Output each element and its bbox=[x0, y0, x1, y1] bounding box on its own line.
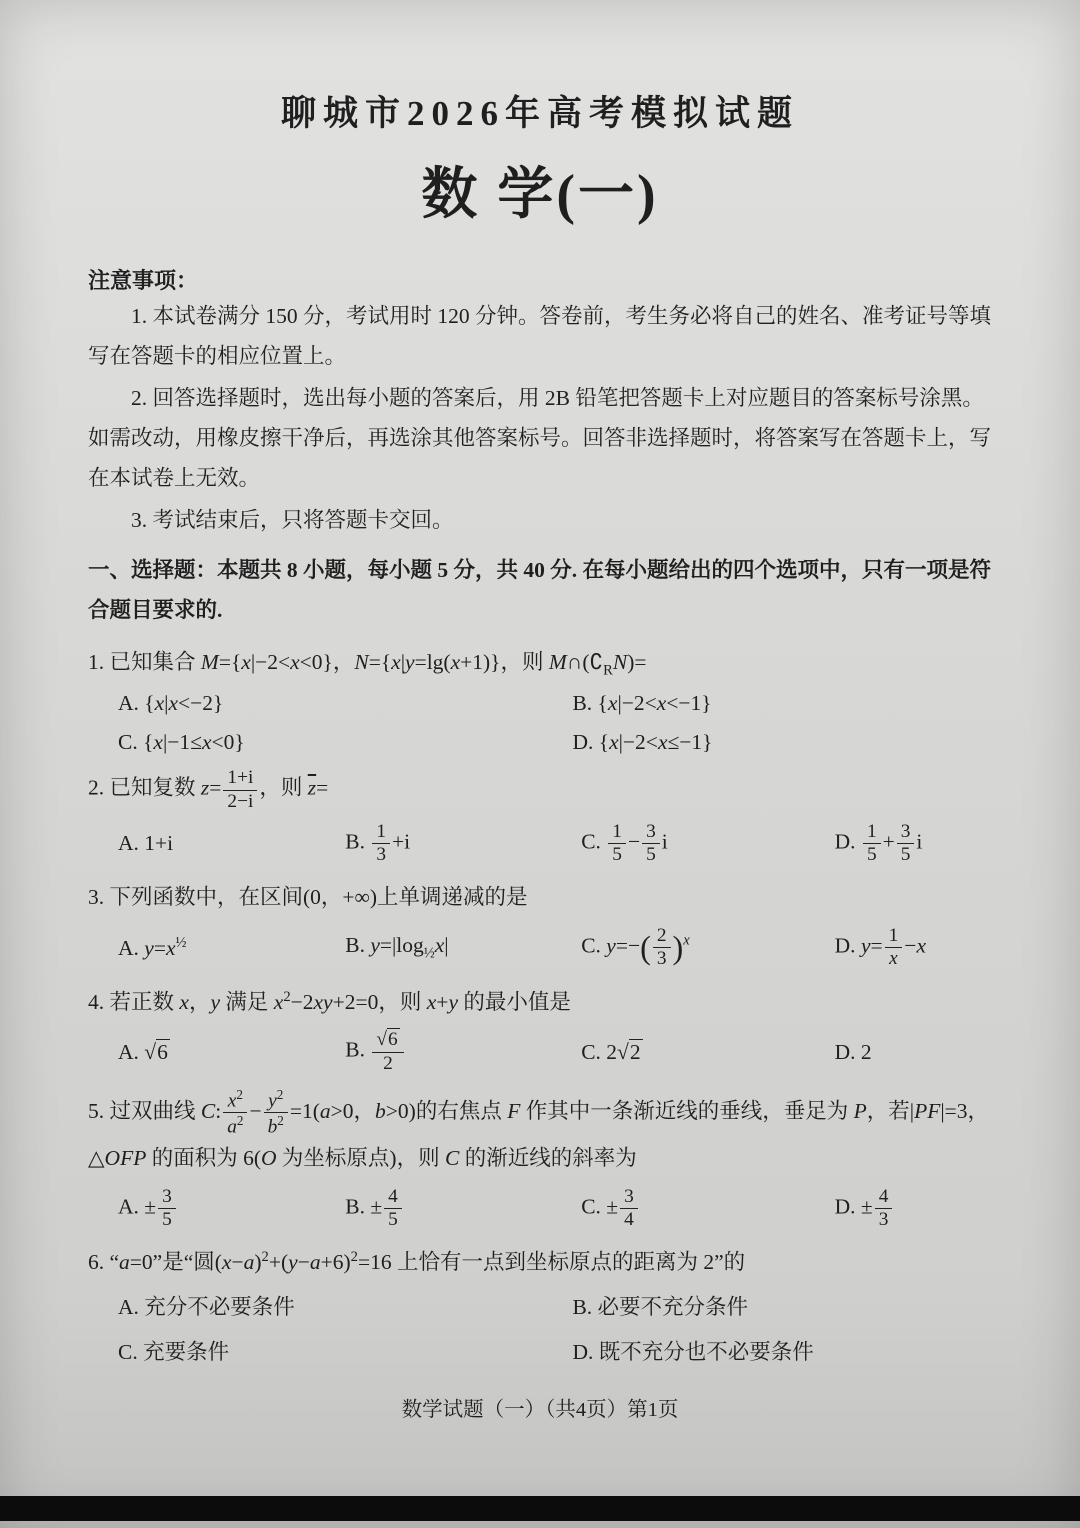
options-row bbox=[88, 821, 992, 866]
option: A. $y=x^{\frac{1}{2}}$ bbox=[118, 934, 187, 960]
section-heading: 一、选择题：本题共 8 小题，每小题 5 分，共 40 分. 在每小题给出的四个选项中，只有一项是符合题目要求的. bbox=[88, 557, 992, 622]
option: C. $\frac{1}{5}$ − $\frac{3}{5}$ i bbox=[581, 820, 668, 866]
notice-item-2: 2. 回答选择题时，选出每小题的答案后，用 2B 铅笔把答题卡上对应题目的答案标号涂黑。如需改动，用橡皮擦干净后，再选涂其他答案标号。回答非选择题时，将答案写在答题卡上，写在本试卷上无效。 bbox=[88, 385, 992, 490]
question-stem: 1. 已知集合 M={x|−2<x<0}，N={x|y=lg(x+1)}，则 $M\cap(∁_RN)=$ bbox=[88, 649, 647, 679]
option: D. 2 bbox=[834, 1039, 872, 1064]
question-stem: 3. 下列函数中，在区间(0，+∞)上单调递减的是 bbox=[88, 885, 528, 910]
exam-content bbox=[0, 86, 1080, 1422]
question-2 bbox=[88, 767, 992, 866]
notice-item-3: 3. 考试结束后，只将答题卡交回。 bbox=[131, 507, 454, 532]
option: A. {x|x<−2} bbox=[118, 691, 224, 716]
options-row bbox=[88, 691, 992, 755]
option: B. 必要不充分条件 bbox=[572, 1294, 749, 1319]
option: A. ± $\frac{3}{5}$ bbox=[118, 1186, 345, 1231]
exam-title: 聊城市2026年高考模拟试题 bbox=[280, 94, 799, 133]
question-4 bbox=[88, 983, 992, 1075]
option: C. 充要条件 bbox=[118, 1339, 230, 1364]
options-row bbox=[88, 1029, 992, 1074]
option: B. ± $\frac{4}{5}$ bbox=[345, 1186, 581, 1231]
option: D. 既不充分也不必要条件 bbox=[572, 1339, 814, 1364]
option: B. $\frac{√6}{2}$ bbox=[345, 1029, 581, 1074]
option: B. $y=|\log_{\frac{1}{2}}x|$ bbox=[345, 933, 449, 962]
notice-item-1: 1. 本试卷满分 150 分，考试用时 120 分钟。答卷前，考生务必将自己的姓名、准考证号等填写在答题卡的相应位置上。 bbox=[88, 304, 992, 368]
option: C. y=−( $\frac{2}{3}$ )$^x$ bbox=[581, 925, 690, 970]
option: C. ± $\frac{3}{4}$ bbox=[581, 1186, 834, 1231]
option: A. 1+i bbox=[118, 831, 174, 856]
option: C. {x|−1≤x<0} bbox=[118, 730, 245, 755]
question-1 bbox=[88, 643, 992, 756]
options-row bbox=[88, 1290, 992, 1366]
option: C. 2√2 bbox=[581, 1039, 641, 1064]
questions bbox=[88, 643, 992, 1366]
question-3 bbox=[88, 878, 992, 970]
option: B. {x|−2<x<−1} bbox=[572, 691, 712, 716]
option: D. {x|−2<x≤−1} bbox=[572, 730, 713, 755]
exam-subject: 数 学(一) bbox=[421, 164, 659, 226]
question-stem: 5. 过双曲线 C: $\frac{x^2}{a^2}$ − $\frac{y^2}{b^2}$ =1(a>0，b>0)的右焦点 F 作其中一条渐近线的垂线，垂足为 P，若|PF|=3，△OFP 的面积为 6(O 为坐标原点)，则 C 的渐近线的斜率为 bbox=[88, 1086, 990, 1171]
options-row bbox=[88, 1186, 992, 1231]
option: D. ± $\frac{4}{3}$ bbox=[835, 1186, 992, 1231]
question-5 bbox=[88, 1087, 992, 1232]
options-row bbox=[88, 925, 992, 970]
option: A. √6 bbox=[118, 1039, 168, 1064]
question-stem: 2. 已知复数 z= $\frac{1+i}{2-i}$ ，则 $\overline{z}=$ bbox=[88, 767, 329, 812]
option: B. $\frac{1}{3}$ +i bbox=[345, 820, 411, 866]
question-6 bbox=[88, 1243, 992, 1366]
option: D. y= $\frac{1}{x}$ −x bbox=[834, 925, 926, 970]
scanner-edge bbox=[0, 1496, 1080, 1521]
question-stem: 6. “a=0”是“圆$(x-a)^2+(y-a+6)^2=16$ 上恰有一点到坐标原点的距离为 2”的 bbox=[88, 1249, 746, 1275]
notice-heading: 注意事项： bbox=[88, 268, 199, 293]
option: D. $\frac{1}{5}$ + $\frac{3}{5}$ i bbox=[834, 820, 923, 866]
page-footer: 数学试题（一）（共4页）第1页 bbox=[401, 1398, 679, 1421]
question-stem: 4. 若正数 x，y 满足 $x^2-2xy+2=0$，则 x+y 的最小值是 bbox=[88, 988, 571, 1014]
option: A. 充分不必要条件 bbox=[118, 1294, 295, 1319]
